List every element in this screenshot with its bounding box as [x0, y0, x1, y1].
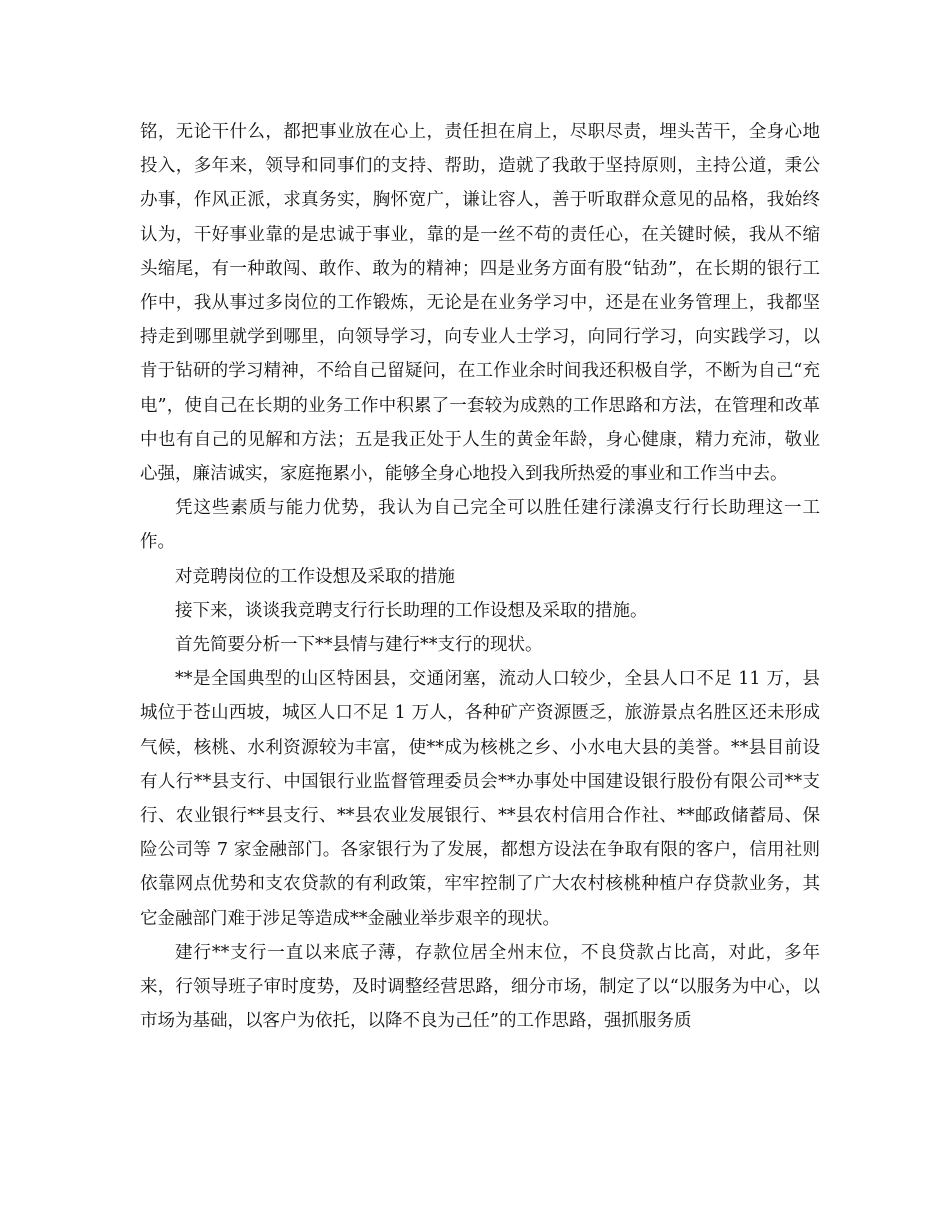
paragraph-branch-status: 建行**支行一直以来底子薄，存款位居全州末位，不良贷款占比高，对此，多年来，行领导班子审时度势，及时调整经营思路，细分市场，制定了以“以服务为中心，以市场为基础，以客户为依托，以降不良为己任”的工作思路，强抓服务质	[140, 942, 820, 1032]
paragraph-qualification-summary: 凭这些素质与能力优势，我认为自己完全可以胜任建行漾濞支行行长助理这一工作。	[140, 498, 820, 553]
paragraph-intro: 接下来，谈谈我竞聘支行行长助理的工作设想及采取的措施。	[175, 600, 648, 621]
paragraph-analysis-intro: 首先简要分析一下**县情与建行**支行的现状。	[175, 635, 543, 656]
paragraph-county-status: **是全国典型的山区特困县，交通闭塞，流动人口较少，全县人口不足 11 万，县城位于苍山西坡，城区人口不足 1 万人，各种矿产资源匮乏，旅游景点名胜区还未形成气候，核桃、水利资源较为丰富，使**成为核桃之乡、小水电大县的美誉。**县目前设有人行**县支行、中国银行业监督管理委员会**办事处中国建设银行股份有限公司**支行、农业银行**县支行、**县农业发展银行、**县农村信用合作社、**邮政储蓄局、保险公司等 7 家金融部门。各家银行为了发展，都想方设法在争取有限的客户，信用社则依靠网点优势和支农贷款的有利政策，牢牢控制了广大农村核桃种植户存贷款业务，其它金融部门难于涉足等造成**金融业举步艰辛的现状。	[140, 669, 820, 929]
paragraph-continuation: 铭，无论干什么，都把事业放在心上，责任担在肩上，尽职尽责，埋头苦干，全身心地投入，多年来，领导和同事们的支持、帮助，造就了我敢于坚持原则，主持公道，秉公办事，作风正派，求真务实，胸怀宽广，谦让容人，善于听取群众意见的品格，我始终认为，干好事业靠的是忠诚于事业，靠的是一丝不苟的责任心，在关键时候，我从不缩头缩尾，有一种敢闯、敢作、敢为的精神；四是业务方面有股“钻劲”，在长期的银行工作中，我从事过多岗位的工作锻炼，无论是在业务学习中，还是在业务管理上，我都坚持走到哪里就学到哪里，向领导学习，向专业人士学习，向同行学习，向实践学习，以肯于钻研的学习精神，不给自己留疑问，在工作业余时间我还积极自学，不断为自己“充电”，使自己在长期的业务工作中积累了一套较为成熟的工作思路和方法，在管理和改革中也有自己的见解和方法；五是我正处于人生的黄金年龄，身心健康，精力充沛，敬业心强，廉洁诚实，家庭拖累小，能够全身心地投入到我所热爱的事业和工作当中去。	[140, 122, 820, 485]
document-body	[140, 115, 820, 1038]
section-heading: 对竞聘岗位的工作设想及采取的措施	[175, 566, 455, 587]
